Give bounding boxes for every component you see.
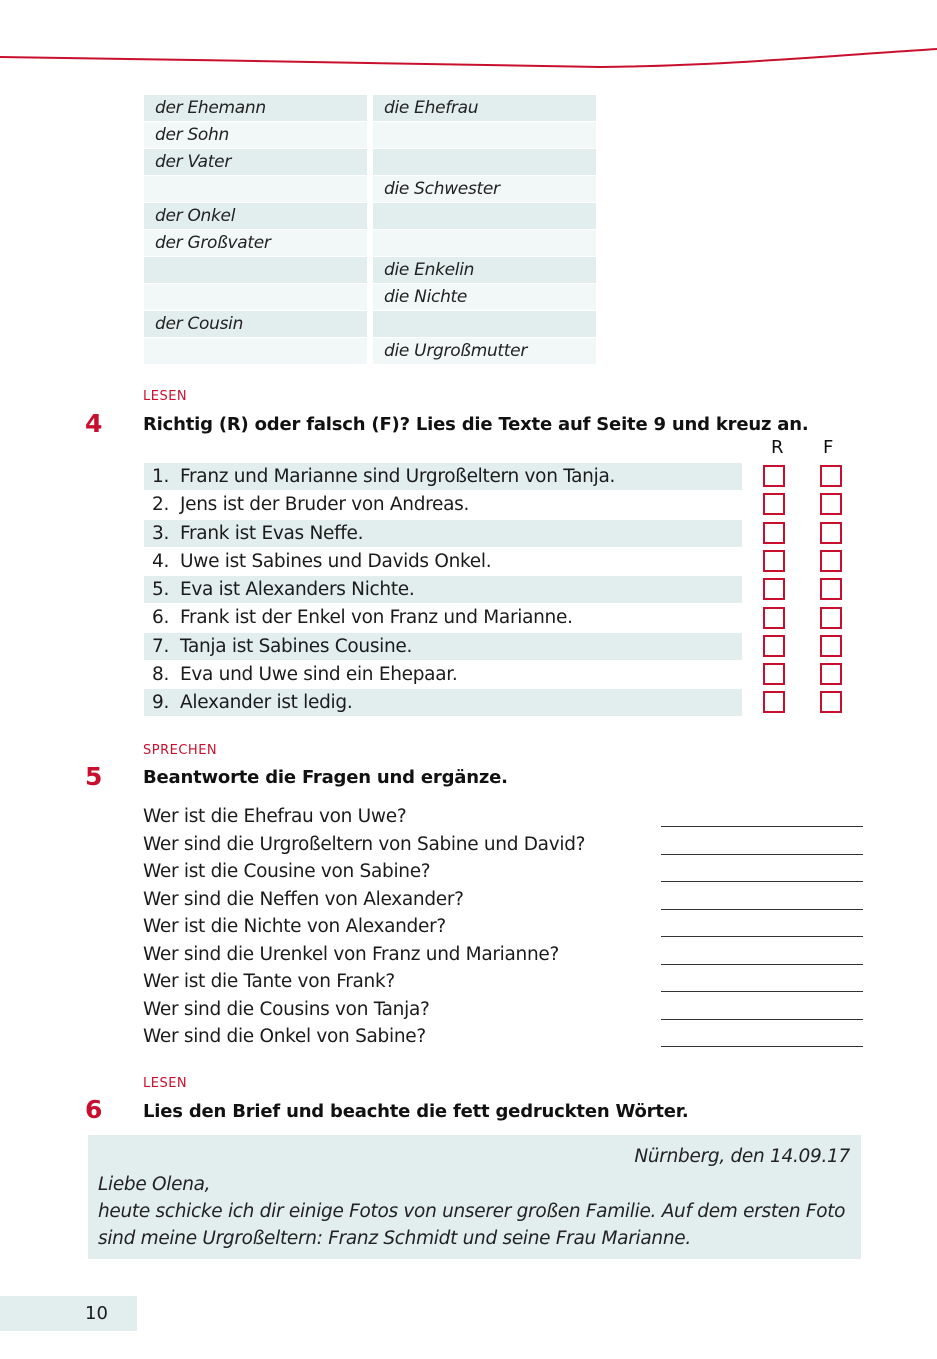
- answer-line[interactable]: [661, 909, 863, 910]
- question-item: Wer sind die Neffen von Alexander?: [143, 888, 464, 910]
- vocab-cell-feminine: die Enkelin: [373, 257, 596, 283]
- vocab-cell-masculine: der Ehemann: [144, 95, 367, 121]
- question-item: Wer ist die Ehefrau von Uwe?: [143, 806, 407, 827]
- statement-text: Alexander ist ledig.: [180, 692, 353, 714]
- statement-text: Franz und Marianne sind Urgroßeltern von Tanja.: [180, 466, 616, 487]
- letter-greeting: Liebe Olena,: [98, 1174, 211, 1195]
- checkbox-f-9[interactable]: [820, 691, 842, 713]
- checkbox-r-5[interactable]: [763, 578, 785, 600]
- question-item: Wer sind die Cousins von Tanja?: [143, 998, 430, 1020]
- statement-number: 4.: [152, 550, 170, 572]
- vocab-cell-feminine: die Schwester: [373, 176, 596, 202]
- statement-text: Eva ist Alexanders Nichte.: [180, 579, 415, 601]
- statement-number: 2.: [152, 494, 170, 516]
- vocab-row: [144, 338, 596, 364]
- checkbox-f-8[interactable]: [820, 663, 842, 685]
- answer-line[interactable]: [661, 936, 863, 937]
- statement-item: [144, 520, 742, 547]
- answer-line[interactable]: [661, 991, 863, 992]
- answer-line[interactable]: [661, 854, 863, 855]
- vocab-cell-feminine: [373, 149, 596, 175]
- checkbox-f-7[interactable]: [820, 635, 842, 657]
- question-item: Wer sind die Urgroßeltern von Sabine und David?: [143, 833, 586, 855]
- vocab-row: [144, 95, 596, 121]
- vocab-cell-masculine: der Großvater: [144, 230, 367, 256]
- vocab-cell-feminine: [373, 311, 596, 337]
- statement-item: [144, 633, 742, 660]
- vocab-row: [144, 122, 596, 148]
- vocab-row: [144, 311, 596, 337]
- statement-item: [144, 604, 742, 631]
- vocab-cell-masculine: [144, 176, 367, 202]
- vocab-row: [144, 203, 596, 229]
- section6-number: 6: [85, 1095, 103, 1124]
- statement-number: 3.: [152, 522, 170, 544]
- statement-item: [144, 689, 742, 716]
- checkbox-f-3[interactable]: [820, 522, 842, 544]
- vocab-table: [144, 95, 596, 365]
- statement-text: Jens ist der Bruder von Andreas.: [180, 494, 470, 516]
- checkbox-f-4[interactable]: [820, 550, 842, 572]
- vocab-row: [144, 176, 596, 202]
- letter-box: [88, 1135, 861, 1259]
- statement-text: Tanja ist Sabines Cousine.: [180, 635, 413, 657]
- question-list: [143, 803, 585, 1051]
- letter-date: Nürnberg, den 14.09.17: [634, 1146, 850, 1167]
- statement-item: [144, 576, 742, 603]
- section4-title: Richtig (R) oder falsch (F)? Lies die Texte auf Seite 9 und kreuz an.: [143, 414, 809, 435]
- statement-item: [144, 463, 742, 490]
- answer-line[interactable]: [661, 881, 863, 882]
- vocab-cell-feminine: [373, 203, 596, 229]
- statement-text: Uwe ist Sabines und Davids Onkel.: [180, 550, 492, 572]
- question-item: Wer ist die Cousine von Sabine?: [143, 861, 431, 882]
- section4-number: 4: [85, 409, 103, 438]
- checkbox-r-6[interactable]: [763, 607, 785, 629]
- checkbox-f-1[interactable]: [820, 465, 842, 487]
- section5-tag: SPRECHEN: [143, 743, 218, 758]
- statement-number: 8.: [152, 664, 170, 686]
- question-item: Wer ist die Nichte von Alexander?: [143, 916, 446, 937]
- statement-text: Frank ist der Enkel von Franz und Marianne.: [180, 607, 573, 629]
- section6-tag: LESEN: [143, 1076, 188, 1091]
- vocab-row: [144, 149, 596, 175]
- checkbox-r-2[interactable]: [763, 493, 785, 515]
- letter-line-1: heute schicke ich dir einige Fotos von unserer großen Familie. Auf dem ersten Foto: [98, 1201, 846, 1222]
- vocab-cell-masculine: der Sohn: [144, 122, 367, 148]
- answer-line[interactable]: [661, 964, 863, 965]
- checkbox-r-4[interactable]: [763, 550, 785, 572]
- section4-tag: LESEN: [143, 389, 188, 404]
- header-rule: [0, 0, 937, 80]
- statement-number: 9.: [152, 692, 170, 714]
- vocab-cell-masculine: der Cousin: [144, 311, 367, 337]
- checkbox-r-8[interactable]: [763, 663, 785, 685]
- checkbox-f-5[interactable]: [820, 578, 842, 600]
- vocab-cell-masculine: [144, 257, 367, 283]
- answer-line[interactable]: [661, 826, 863, 827]
- vocab-row: [144, 257, 596, 283]
- question-item: Wer sind die Onkel von Sabine?: [143, 1026, 426, 1047]
- vocab-cell-feminine: [373, 122, 596, 148]
- statement-number: 5.: [152, 579, 170, 601]
- vocab-cell-feminine: die Urgroßmutter: [373, 338, 596, 364]
- question-item: Wer ist die Tante von Frank?: [143, 971, 395, 992]
- vocab-cell-masculine: [144, 338, 367, 364]
- answer-line[interactable]: [661, 1046, 863, 1047]
- question-item: Wer sind die Urenkel von Franz und Marianne?: [143, 943, 559, 965]
- checkbox-r-9[interactable]: [763, 691, 785, 713]
- section5-number: 5: [85, 762, 103, 791]
- statement-number: 6.: [152, 607, 170, 629]
- vocab-cell-feminine: die Nichte: [373, 284, 596, 310]
- checkbox-f-2[interactable]: [820, 493, 842, 515]
- section6-title: Lies den Brief und beachte die fett gedruckten Wörter.: [143, 1101, 689, 1122]
- checkbox-r-1[interactable]: [763, 465, 785, 487]
- answer-line[interactable]: [661, 1019, 863, 1020]
- vocab-cell-masculine: der Onkel: [144, 203, 367, 229]
- statement-item: [144, 661, 742, 688]
- vocab-row: [144, 230, 596, 256]
- letter-line-2: sind meine Urgroßeltern: Franz Schmidt und seine Frau Marianne.: [98, 1228, 691, 1249]
- vocab-cell-masculine: der Vater: [144, 149, 367, 175]
- statement-number: 1.: [152, 466, 170, 487]
- checkbox-r-3[interactable]: [763, 522, 785, 544]
- vocab-cell-feminine: die Ehefrau: [373, 95, 596, 121]
- section5-title: Beantworte die Fragen und ergänze.: [143, 767, 508, 788]
- checkbox-r-7[interactable]: [763, 635, 785, 657]
- vocab-cell-masculine: [144, 284, 367, 310]
- statement-item: [144, 491, 742, 518]
- statement-list: [144, 463, 742, 718]
- statement-item: [144, 548, 742, 575]
- vocab-cell-feminine: [373, 230, 596, 256]
- checkbox-f-6[interactable]: [820, 607, 842, 629]
- statement-text: Eva und Uwe sind ein Ehepaar.: [180, 664, 458, 686]
- vocab-row: [144, 284, 596, 310]
- column-r-label: R: [771, 437, 784, 458]
- statement-text: Frank ist Evas Neffe.: [180, 522, 364, 544]
- page-number: 10: [0, 1296, 137, 1331]
- statement-number: 7.: [152, 635, 170, 657]
- column-f-label: F: [823, 437, 834, 458]
